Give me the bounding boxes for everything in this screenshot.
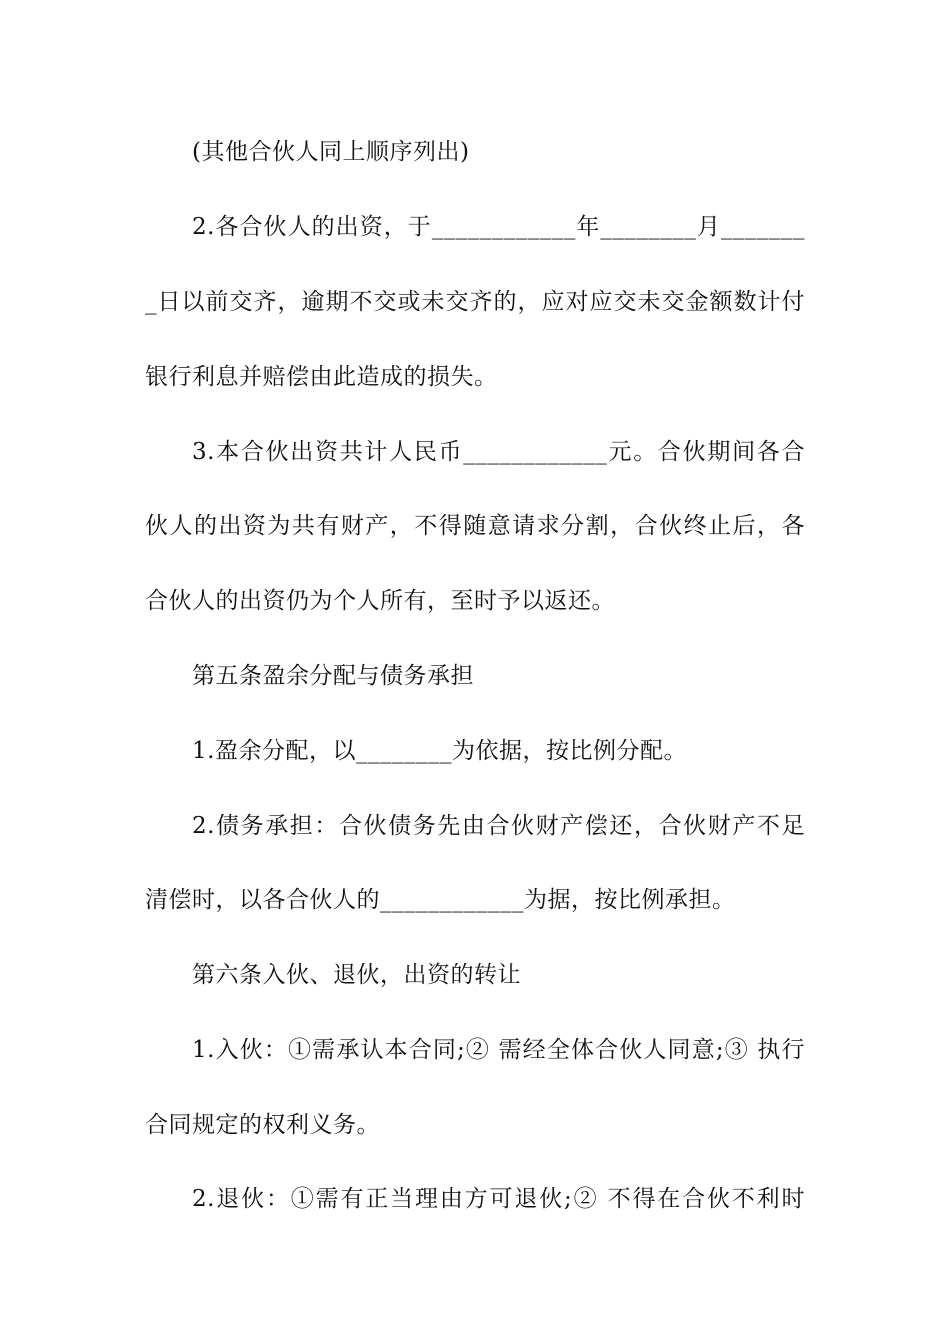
text-line-9: 1.盈余分配，以________为依据，按比例分配。 xyxy=(192,738,687,764)
text-line-6: 伙人的出资为共有财产，不得随意请求分割，合伙终止后，各 xyxy=(145,513,805,539)
text-line-14: 合同规定的权利义务。 xyxy=(145,1112,380,1138)
section-heading-6: 第六条入伙、退伙，出资的转让 xyxy=(192,962,521,988)
text-line-7: 合伙人的出资仍为个人所有，至时予以返还。 xyxy=(145,588,615,614)
section-heading-5: 第五条盈余分配与债务承担 xyxy=(192,663,474,689)
text-line-2: 2.各合伙人的出资，于____________年________月_______ xyxy=(192,214,805,240)
text-line-11: 清偿时，以各合伙人的____________为据，按比例承担。 xyxy=(145,887,736,913)
text-line-15: 2.退伙：①需有正当理由方可退伙;② 不得在合伙不利时 xyxy=(192,1186,805,1212)
text-line-4: 银行利息并赔偿由此造成的损失。 xyxy=(145,364,498,390)
text-line-13: 1.入伙：①需承认本合同;② 需经全体合伙人同意;③ 执行 xyxy=(192,1037,805,1063)
text-line-3: _日以前交齐，逾期不交或未交齐的，应对应交未交金额数计付 xyxy=(145,289,805,315)
text-line-1: (其他合伙人同上顺序列出) xyxy=(192,139,470,165)
text-line-10: 2.债务承担：合伙债务先由合伙财产偿还，合伙财产不足 xyxy=(192,813,805,839)
text-line-5: 3.本合伙出资共计人民币____________元。合伙期间各合 xyxy=(192,439,805,465)
